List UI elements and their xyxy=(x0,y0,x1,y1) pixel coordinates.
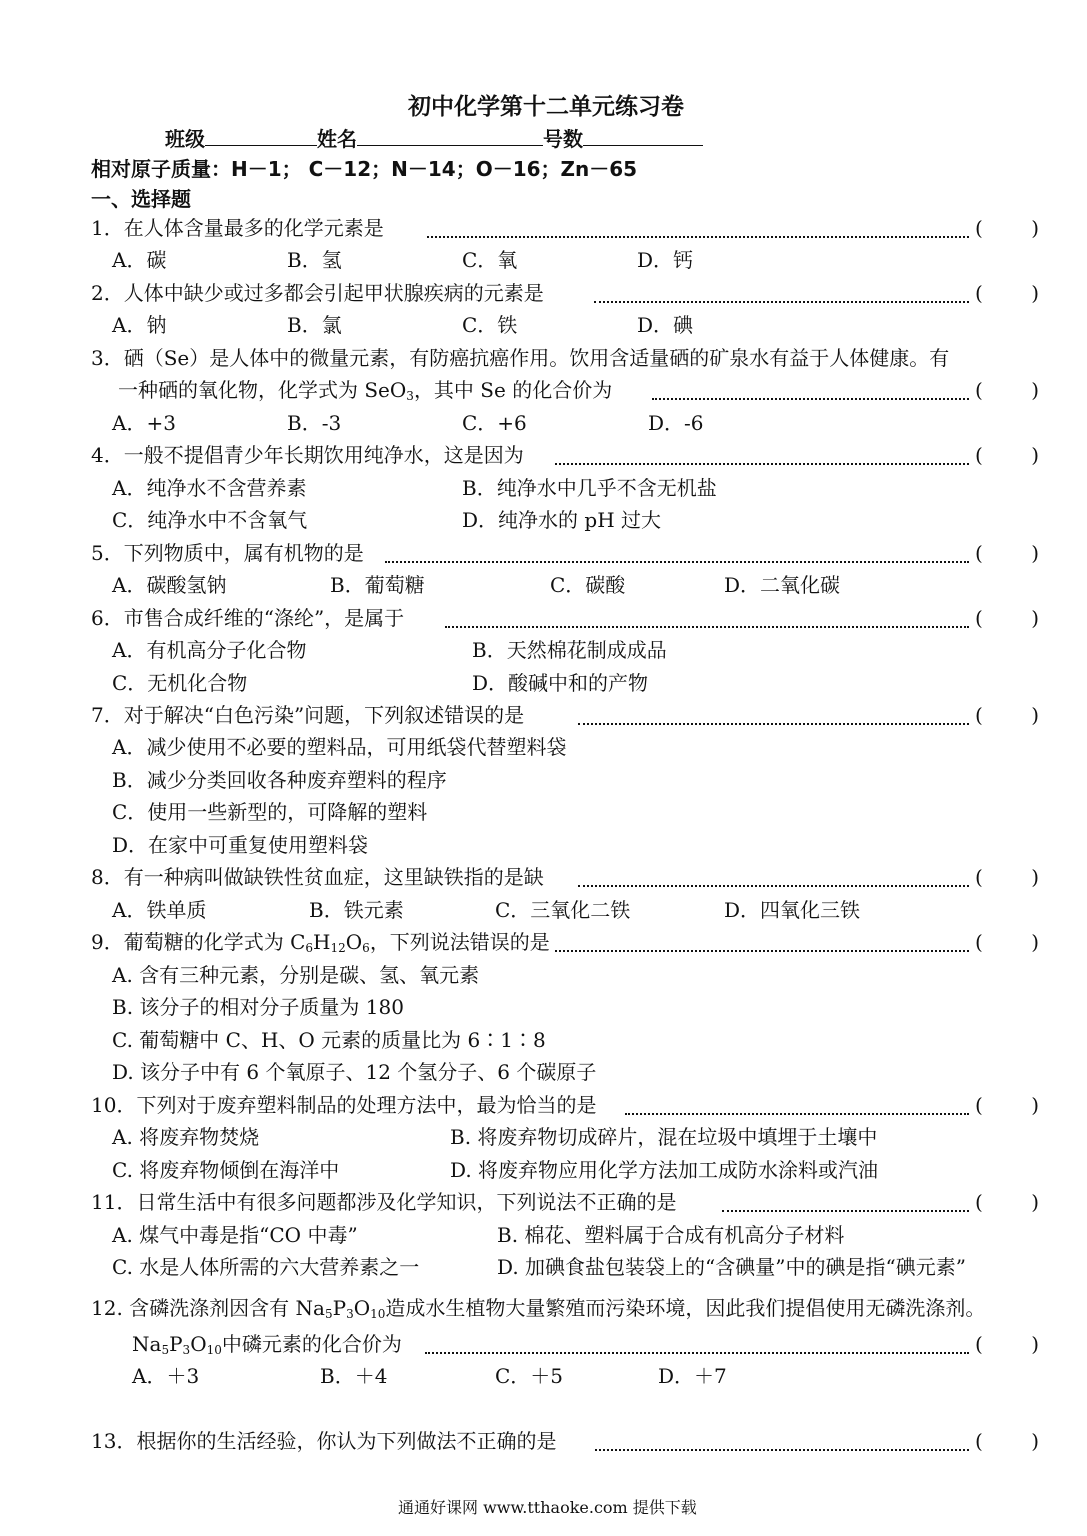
q12-option-b[interactable]: B．＋4 xyxy=(320,1364,388,1388)
q7-stem: 7．对于解决“白色污染”问题，下列叙述错误的是 xyxy=(91,703,525,727)
q1-answer-paren[interactable]: ( ) xyxy=(975,216,1039,240)
q8-option-a[interactable]: A．铁单质 xyxy=(112,898,207,922)
q6-stem: 6．市售合成纤维的“涤纶”，是属于 xyxy=(91,606,405,630)
q3-stem-line1: 3．硒（Se）是人体中的微量元素，有防癌抗癌作用。饮用含适量硒的矿泉水有益于人体健康。有 xyxy=(91,346,950,370)
q4-stem: 4．一般不提倡青少年长期饮用纯净水，这是因为 xyxy=(91,443,524,467)
q12-stem-line1: 12. 含磷洗涤剂因含有 $Na_5P_3O_{10}$造成水生植物大量繁殖而污染环境，因此我们提倡使用无磷洗涤剂。 xyxy=(91,1296,986,1321)
q5-option-a[interactable]: A．碳酸氢钠 xyxy=(112,573,227,597)
q9-answer-paren[interactable]: ( ) xyxy=(975,930,1039,954)
q10-stem: 10．下列对于废弃塑料制品的处理方法中，最为恰当的是 xyxy=(91,1093,597,1117)
q7-option-c[interactable]: C．使用一些新型的，可降解的塑料 xyxy=(112,800,428,824)
q13-answer-line xyxy=(595,1449,969,1451)
q4-answer-paren[interactable]: ( ) xyxy=(975,443,1039,467)
student-info-line xyxy=(165,126,703,152)
q6-option-d[interactable]: D．酸碱中和的产物 xyxy=(472,671,649,695)
section-heading: 一、选择题 xyxy=(91,187,191,211)
q4-option-d[interactable]: D．纯净水的 pH 过大 xyxy=(462,508,661,532)
q1-option-c[interactable]: C．氧 xyxy=(462,248,518,272)
q7-option-a[interactable]: A．减少使用不必要的塑料品，可用纸袋代替塑料袋 xyxy=(112,735,567,759)
name-blank[interactable] xyxy=(357,127,543,146)
q3-option-d[interactable]: D．-6 xyxy=(648,411,704,435)
q12-option-a[interactable]: A．＋3 xyxy=(132,1364,200,1388)
q9-option-c[interactable]: C. 葡萄糖中 C、H、O 元素的质量比为 6∶1∶8 xyxy=(112,1028,546,1052)
q11-option-b[interactable]: B. 棉花、塑料属于合成有机高分子材料 xyxy=(497,1223,845,1247)
q6-option-c[interactable]: C．无机化合物 xyxy=(112,671,248,695)
page-title: 初中化学第十二单元练习卷 xyxy=(408,94,684,120)
q1-option-a[interactable]: A．碳 xyxy=(112,248,167,272)
q3-option-b[interactable]: B．-3 xyxy=(287,411,342,435)
q6-answer-line xyxy=(445,626,969,628)
q12-answer-line xyxy=(425,1352,969,1354)
q10-option-a[interactable]: A. 将废弃物焚烧 xyxy=(112,1125,260,1149)
q3-option-a[interactable]: A．+3 xyxy=(112,411,176,435)
q12-answer-paren[interactable]: ( ) xyxy=(975,1332,1039,1356)
q2-option-b[interactable]: B．氯 xyxy=(287,313,342,337)
q6-option-b[interactable]: B．天然棉花制成成品 xyxy=(472,638,667,662)
number-blank[interactable] xyxy=(583,127,703,146)
q9-stem: 9．葡萄糖的化学式为 $C_6H_{12}O_6$，下列说法错误的是 xyxy=(91,930,550,955)
q9-option-d[interactable]: D. 该分子中有 6 个氧原子、12 个氢分子、6 个碳原子 xyxy=(112,1060,597,1084)
name-label: 姓名 xyxy=(317,127,357,151)
q2-option-a[interactable]: A．钠 xyxy=(112,313,167,337)
q13-stem: 13．根据你的生活经验，你认为下列做法不正确的是 xyxy=(91,1429,557,1453)
q4-option-a[interactable]: A．纯净水不含营养素 xyxy=(112,476,307,500)
q11-option-c[interactable]: C. 水是人体所需的六大营养素之一 xyxy=(112,1255,420,1279)
q6-option-a[interactable]: A．有机高分子化合物 xyxy=(112,638,307,662)
q5-stem: 5．下列物质中，属有机物的是 xyxy=(91,541,364,565)
q12-option-d[interactable]: D．＋7 xyxy=(658,1364,727,1388)
q11-answer-paren[interactable]: ( ) xyxy=(975,1190,1039,1214)
q4-option-b[interactable]: B．纯净水中几乎不含无机盐 xyxy=(462,476,717,500)
q11-answer-line xyxy=(722,1210,969,1212)
q4-option-c[interactable]: C．纯净水中不含氧气 xyxy=(112,508,308,532)
q3-answer-line xyxy=(652,398,969,400)
q8-answer-paren[interactable]: ( ) xyxy=(975,865,1039,889)
q10-option-b[interactable]: B. 将废弃物切成碎片，混在垃圾中填埋于土壤中 xyxy=(450,1125,878,1149)
q9-option-b[interactable]: B. 该分子的相对分子质量为 180 xyxy=(112,995,404,1019)
q7-option-b[interactable]: B．减少分类回收各种废弃塑料的程序 xyxy=(112,768,447,792)
class-label: 班级 xyxy=(165,127,205,151)
q1-option-b[interactable]: B．氢 xyxy=(287,248,342,272)
q7-answer-paren[interactable]: ( ) xyxy=(975,703,1039,727)
q9-option-a[interactable]: A. 含有三种元素，分别是碳、氢、氧元素 xyxy=(112,963,480,987)
q5-option-c[interactable]: C．碳酸 xyxy=(550,573,626,597)
q8-option-d[interactable]: D．四氧化三铁 xyxy=(724,898,861,922)
q12-stem-line2: $Na_5P_3O_{10}$中磷元素的化合价为 xyxy=(132,1332,402,1357)
q12-option-c[interactable]: C．＋5 xyxy=(495,1364,564,1388)
q10-answer-line xyxy=(625,1113,969,1115)
q3-answer-paren[interactable]: ( ) xyxy=(975,378,1039,402)
q1-stem: 1．在人体含量最多的化学元素是 xyxy=(91,216,384,240)
q11-option-d[interactable]: D. 加碘食盐包装袋上的“含碘量”中的碘是指“碘元素” xyxy=(497,1255,966,1279)
q11-option-a[interactable]: A. 煤气中毒是指“CO 中毒” xyxy=(112,1223,358,1247)
q8-option-b[interactable]: B．铁元素 xyxy=(309,898,404,922)
q4-answer-line xyxy=(555,463,969,465)
q5-option-b[interactable]: B．葡萄糖 xyxy=(330,573,425,597)
q2-answer-paren[interactable]: ( ) xyxy=(975,281,1039,305)
q8-stem: 8．有一种病叫做缺铁性贫血症，这里缺铁指的是缺 xyxy=(91,865,544,889)
q5-answer-paren[interactable]: ( ) xyxy=(975,541,1039,565)
q1-option-d[interactable]: D．钙 xyxy=(637,248,694,272)
q7-option-d[interactable]: D．在家中可重复使用塑料袋 xyxy=(112,833,369,857)
q1-answer-line xyxy=(427,236,969,238)
q3-option-c[interactable]: C．+6 xyxy=(462,411,527,435)
atomic-mass-line: 相对原子质量：H－1； C－12；N－14；O－16；Zn－65 xyxy=(91,157,638,181)
q10-option-c[interactable]: C. 将废弃物倾倒在海洋中 xyxy=(112,1158,340,1182)
q8-answer-line xyxy=(578,885,969,887)
q10-answer-paren[interactable]: ( ) xyxy=(975,1093,1039,1117)
q10-option-d[interactable]: D. 将废弃物应用化学方法加工成防水涂料或汽油 xyxy=(450,1158,879,1182)
q6-answer-paren[interactable]: ( ) xyxy=(975,606,1039,630)
q7-answer-line xyxy=(578,723,969,725)
q2-option-d[interactable]: D．碘 xyxy=(637,313,694,337)
q5-option-d[interactable]: D．二氧化碳 xyxy=(724,573,841,597)
q11-stem: 11．日常生活中有很多问题都涉及化学知识，下列说法不正确的是 xyxy=(91,1190,677,1214)
q2-answer-line xyxy=(594,301,969,303)
q2-stem: 2．人体中缺少或过多都会引起甲状腺疾病的元素是 xyxy=(91,281,544,305)
class-blank[interactable] xyxy=(205,127,317,146)
q3-stem-line2: 一种硒的氧化物，化学式为 SeO$_3$，其中 Se 的化合价为 xyxy=(118,378,613,403)
number-label: 号数 xyxy=(543,127,583,151)
page-footer: 通通好课网 www.tthaoke.com 提供下载 xyxy=(398,1498,697,1517)
q2-option-c[interactable]: C．铁 xyxy=(462,313,518,337)
q13-answer-paren[interactable]: ( ) xyxy=(975,1429,1039,1453)
q9-answer-line xyxy=(555,950,969,952)
q8-option-c[interactable]: C．三氧化二铁 xyxy=(495,898,631,922)
q5-answer-line xyxy=(385,561,969,563)
